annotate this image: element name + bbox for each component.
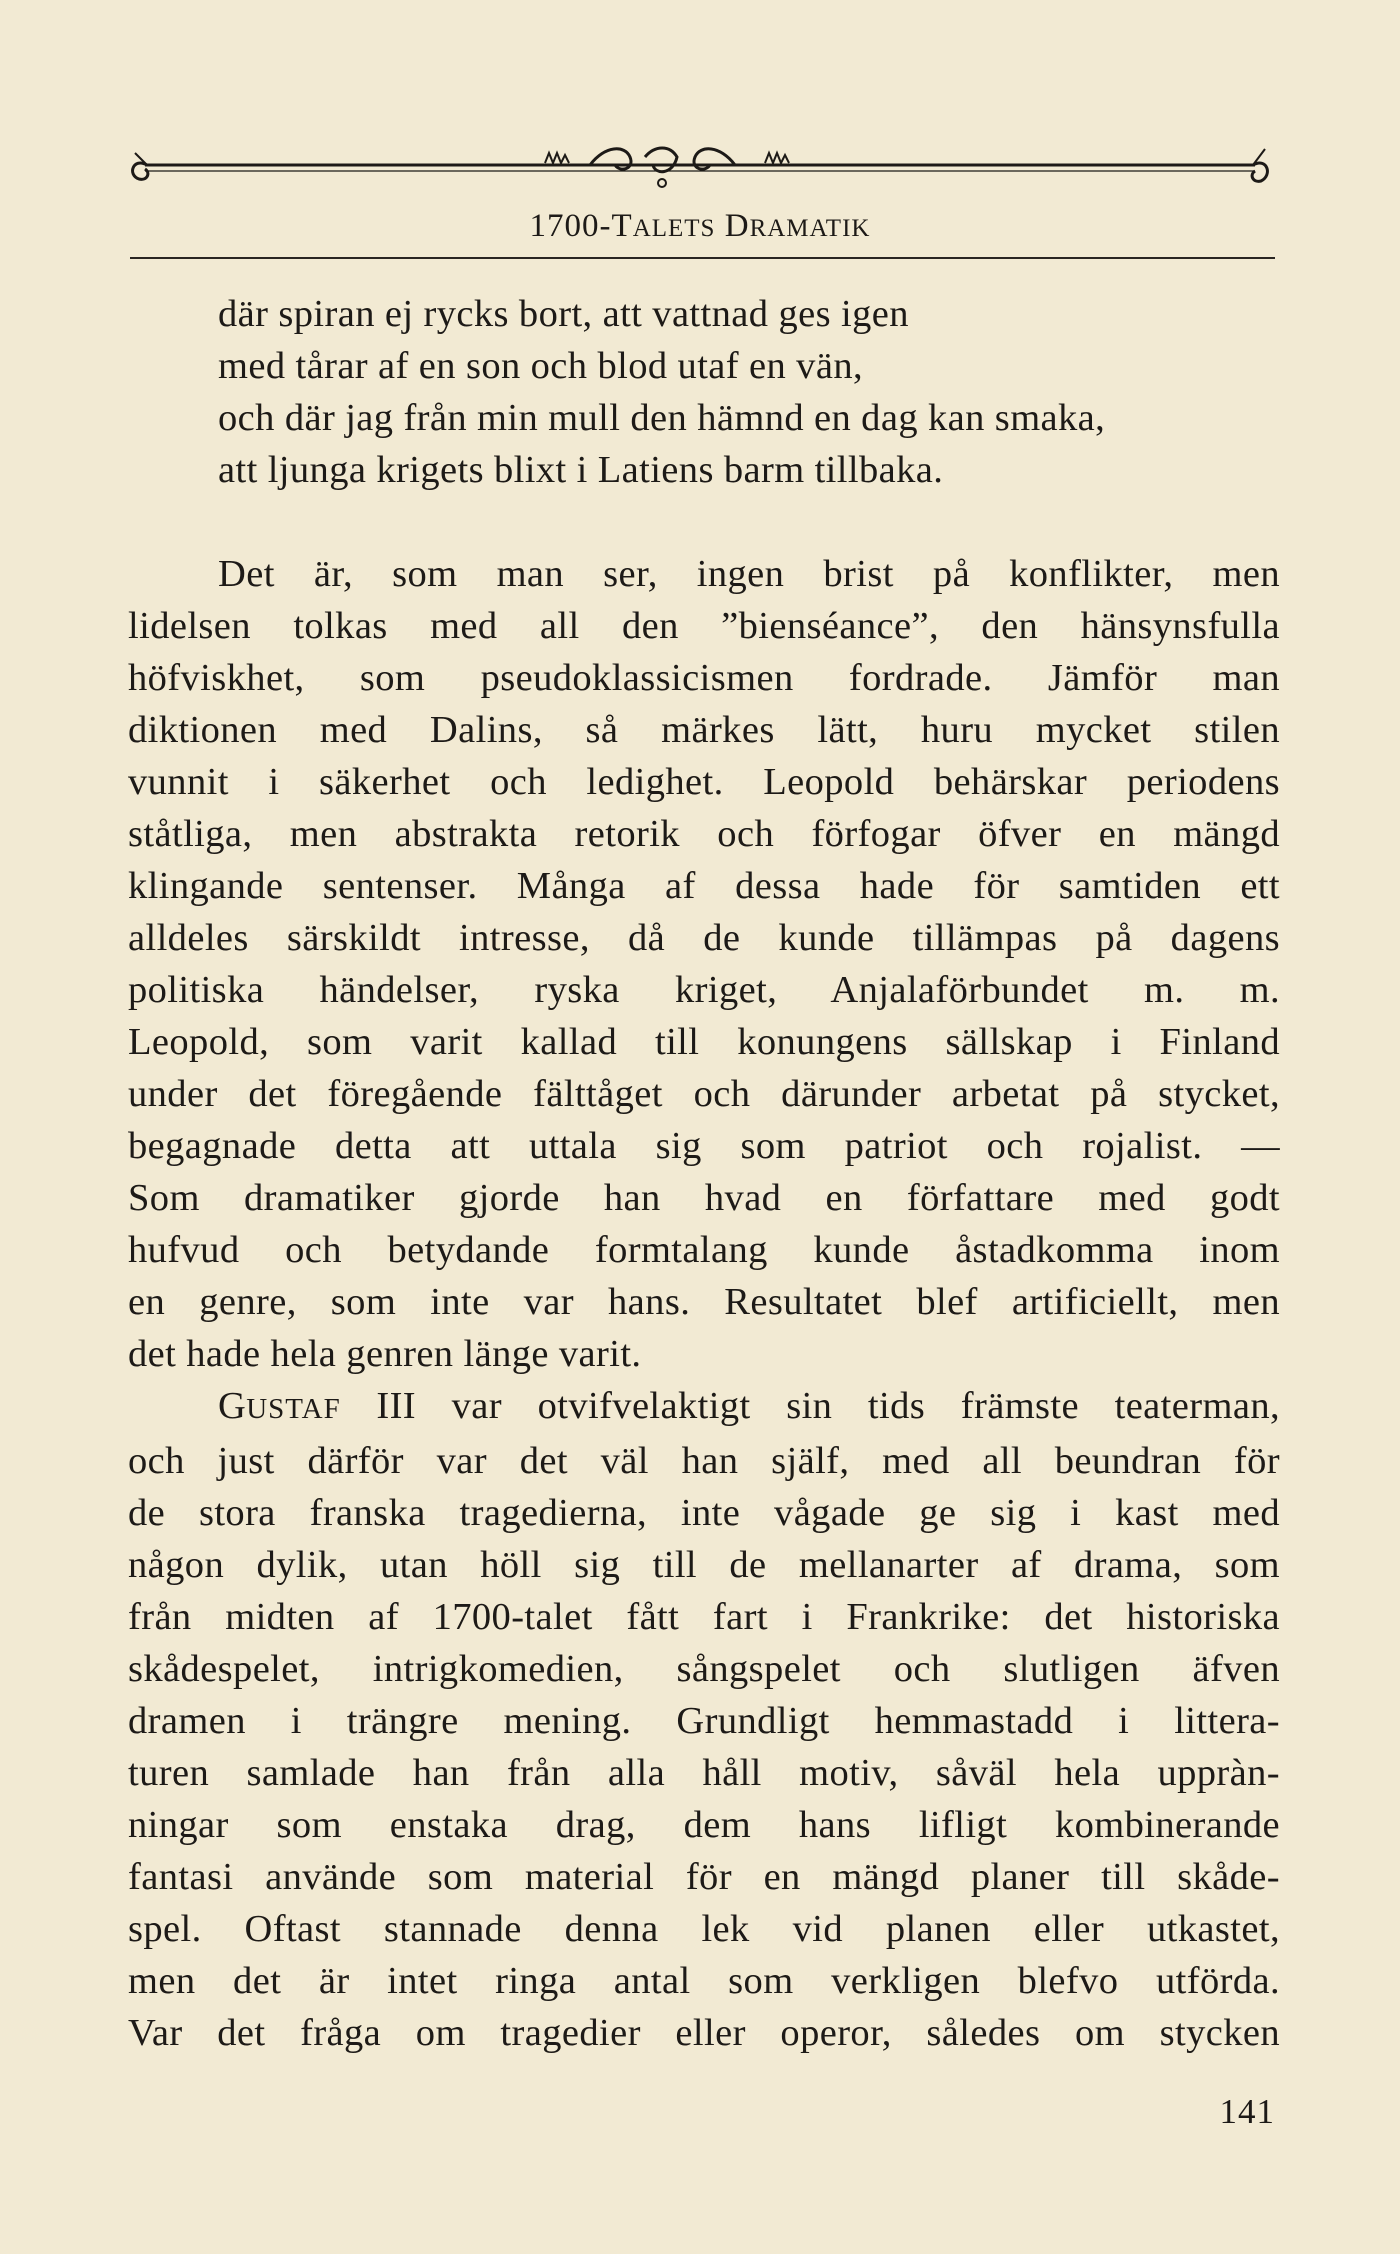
running-head: [0, 206, 1400, 249]
name-small-caps: USTAF: [246, 1393, 341, 1425]
text-line: Som dramatiker gjorde han hvad en författare med godt: [128, 1177, 1280, 1219]
text-line: det hade hela genren länge varit.: [128, 1333, 642, 1375]
text-line: klingande sentenser. Många af dessa hade för samtiden ett: [128, 865, 1280, 907]
text-line: dramen i trängre mening. Grundligt hemmastadd i littera-: [128, 1700, 1280, 1742]
paragraph: [128, 1380, 1280, 2059]
text-line: hufvud och betydande formtalang kunde åstadkomma inom: [128, 1229, 1280, 1271]
verse-line: med tårar af en son och blod utaf en vän,: [218, 345, 863, 387]
text-line: Leopold, som varit kallad till konungens sällskap i Finland: [128, 1021, 1280, 1063]
running-head-word1-initial: T: [611, 208, 633, 244]
text-line: Det är, som man ser, ingen brist på konflikter, men: [218, 553, 1280, 595]
verse-line: och där jag från min mull den hämnd en dag kan smaka,: [218, 397, 1106, 439]
running-head-word2-initial: D: [724, 208, 750, 244]
text-line: politiska händelser, ryska kriget, Anjalaförbundet m. m.: [128, 969, 1280, 1011]
name-initial: G: [218, 1385, 247, 1427]
text-line: under det föregående fälttåget och därunder arbetat på stycket,: [128, 1073, 1280, 1115]
text-line: någon dylik, utan höll sig till de mellanarter af drama, som: [128, 1544, 1280, 1586]
text-line: Var det fråga om tragedier eller operor, således om stycken: [128, 2012, 1280, 2054]
text-line-rest: III var otvifvelaktigt sin tids främste teaterman,: [340, 1385, 1280, 1427]
text-line: och just därför var det väl han själf, med all beundran för: [128, 1440, 1280, 1482]
verse-line: att ljunga krigets blixt i Latiens barm tillbaka.: [218, 449, 944, 491]
text-line: ningar som enstaka drag, dem hans lifligt kombinerande: [128, 1804, 1280, 1846]
text-line: [128, 1380, 1280, 1435]
paragraph: [128, 548, 1280, 1380]
running-head-word2-rest: RAMATIK: [749, 215, 871, 242]
text-line: diktionen med Dalins, så märkes lätt, huru mycket stilen: [128, 709, 1280, 751]
running-head-word1-rest: ALETS: [632, 215, 716, 242]
text-line: lidelsen tolkas med all den ”bienséance”, den hänsynsfulla: [128, 605, 1280, 647]
running-head-prefix: 1700-: [529, 208, 612, 244]
header-rule: [130, 257, 1275, 259]
text-line: skådespelet, intrigkomedien, sångspelet och slutligen äfven: [128, 1648, 1280, 1690]
text-line: turen samlade han från alla håll motiv, såväl hela uppràn-: [128, 1752, 1280, 1794]
text-line: höfviskhet, som pseudoklassicismen fordrade. Jämför man: [128, 657, 1280, 699]
text-line: de stora franska tragedierna, inte vågade ge sig i kast med: [128, 1492, 1280, 1534]
text-line: men det är intet ringa antal som verkligen blefvo utförda.: [128, 1960, 1280, 2002]
text-line: en genre, som inte var hans. Resultatet blef artificiellt, men: [128, 1281, 1280, 1323]
page-number: 141: [1219, 2092, 1275, 2131]
header-ornament-icon: [125, 135, 1275, 195]
verse-quote: [128, 288, 1280, 496]
body-text: [128, 288, 1280, 2059]
text-line: alldeles särskildt intresse, då de kunde tillämpas på dagens: [128, 917, 1280, 959]
text-line: ståtliga, men abstrakta retorik och förfogar öfver en mängd: [128, 813, 1280, 855]
text-line: vunnit i säkerhet och ledighet. Leopold behärskar periodens: [128, 761, 1280, 803]
text-line: från midten af 1700-talet fått fart i Frankrike: det historiska: [128, 1596, 1280, 1638]
verse-line: där spiran ej rycks bort, att vattnad ges igen: [218, 293, 909, 335]
text-line: begagnade detta att uttala sig som patriot och rojalist. —: [128, 1125, 1280, 1167]
text-line: fantasi använde som material för en mängd planer till skåde-: [128, 1856, 1280, 1898]
text-line: spel. Oftast stannade denna lek vid planen eller utkastet,: [128, 1908, 1280, 1950]
